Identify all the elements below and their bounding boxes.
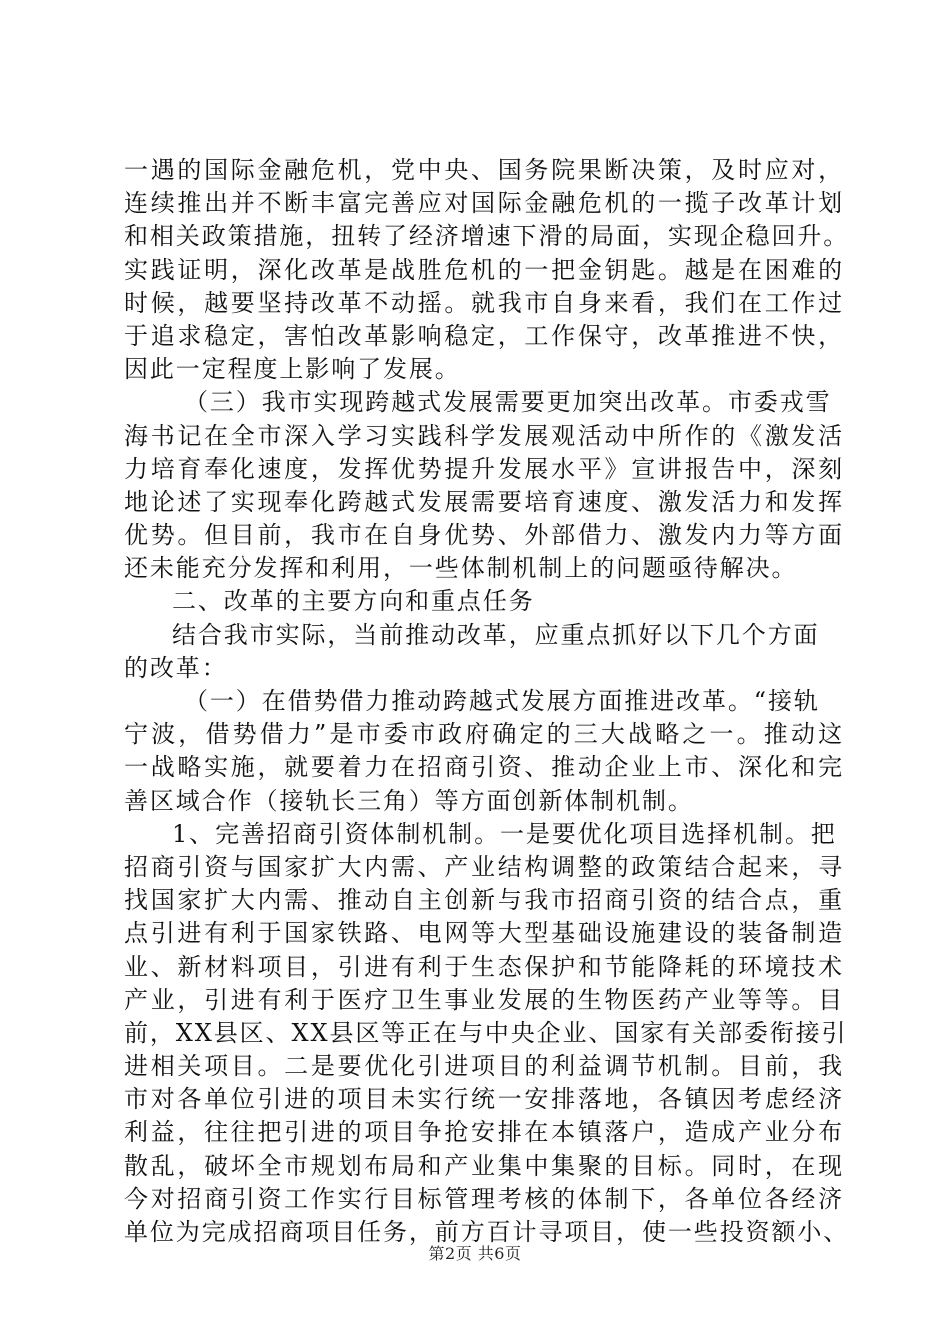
text-line: 业、新材料项目，引进有利于生态保护和节能降耗的环境技术 xyxy=(124,952,844,981)
text-line: 利益，往往把引进的项目争抢安排在本镇落户，造成产业分布 xyxy=(124,1118,844,1147)
text-line: 优势。但目前，我市在自身优势、外部借力、激发内力等方面 xyxy=(124,521,844,550)
text-line: 时候，越要坚持改革不动摇。就我市自身来看，我们在工作过 xyxy=(124,288,844,317)
text-line: 招商引资与国家扩大内需、产业结构调整的政策结合起来，寻 xyxy=(124,852,844,881)
paragraph-first-line: 结合我市实际，当前推动改革，应重点抓好以下几个方面 xyxy=(172,620,820,649)
page-number-footer: 第2页 共6页 xyxy=(428,1244,522,1263)
text-line: 连续推出并不断丰富完善应对国际金融危机的一揽子改革计划 xyxy=(124,189,844,218)
text-line: 于追求稳定，害怕改革影响稳定，工作保守，改革推进不快， xyxy=(124,321,844,350)
text-line: 前，XX县区、XX县区等正在与中央企业、国家有关部委衔接引 xyxy=(124,1018,848,1047)
text-line: 一战略实施，就要着力在招商引资、推动企业上市、深化和完 xyxy=(124,753,844,782)
text-line: 市对各单位引进的项目未实行统一安排落地，各镇因考虑经济 xyxy=(124,1085,844,1114)
text-line: 实践证明，深化改革是战胜危机的一把金钥匙。越是在困难的 xyxy=(124,255,844,284)
text-line: 还未能充分发挥和利用，一些体制机制上的问题亟待解决。 xyxy=(124,554,798,583)
text-line: 的改革： xyxy=(124,653,228,682)
text-line: 善区域合作（接轨长三角）等方面创新体制机制。 xyxy=(124,786,694,815)
paragraph-first-line: （三）我市实现跨越式发展需要更加突出改革。市委戎雪 xyxy=(184,388,832,417)
text-line: 因此一定程度上影响了发展。 xyxy=(124,355,461,384)
text-line: 海书记在全市深入学习实践科学发展观活动中所作的《激发活 xyxy=(124,421,844,450)
text-line: 单位为完成招商项目任务，前方百计寻项目，使一些投资额小、 xyxy=(124,1218,850,1246)
text-line: 地论述了实现奉化跨越式发展需要培育速度、激发活力和发挥 xyxy=(124,487,844,516)
body-text xyxy=(124,154,850,1249)
text-line: 进相关项目。二是要优化引进项目的利益调节机制。目前，我 xyxy=(124,1052,844,1081)
text-line: 点引进有利于国家铁路、电网等大型基础设施建设的装备制造 xyxy=(124,919,844,948)
text-line: 和相关政策措施，扭转了经济增速下滑的局面，实现企稳回升。 xyxy=(124,222,850,251)
text-line: 找国家扩大内需、推动自主创新与我市招商引资的结合点，重 xyxy=(124,886,844,915)
text-line: 散乱，破坏全市规划布局和产业集中集聚的目标。同时，在现 xyxy=(124,1151,844,1180)
paragraph-first-line: （一）在借势借力推动跨越式发展方面推进改革。“接轨 xyxy=(184,687,820,715)
paragraph-first-line: 1、完善招商引资体制机制。一是要优化项目选择机制。把 xyxy=(172,819,837,848)
text-line: 宁波，借势借力”是市委市政府确定的三大战略之一。推动这 xyxy=(124,720,844,749)
text-line: 一遇的国际金融危机，党中央、国务院果断决策，及时应对， xyxy=(124,156,844,184)
text-line: 产业，引进有利于医疗卫生事业发展的生物医药产业等等。目 xyxy=(124,985,844,1014)
text-line: 今对招商引资工作实行目标管理考核的体制下，各单位各经济 xyxy=(124,1184,844,1213)
section-heading: 二、改革的主要方向和重点任务 xyxy=(172,587,535,616)
text-line: 力培育奉化速度，发挥优势提升发展水平》宣讲报告中，深刻 xyxy=(124,454,844,483)
